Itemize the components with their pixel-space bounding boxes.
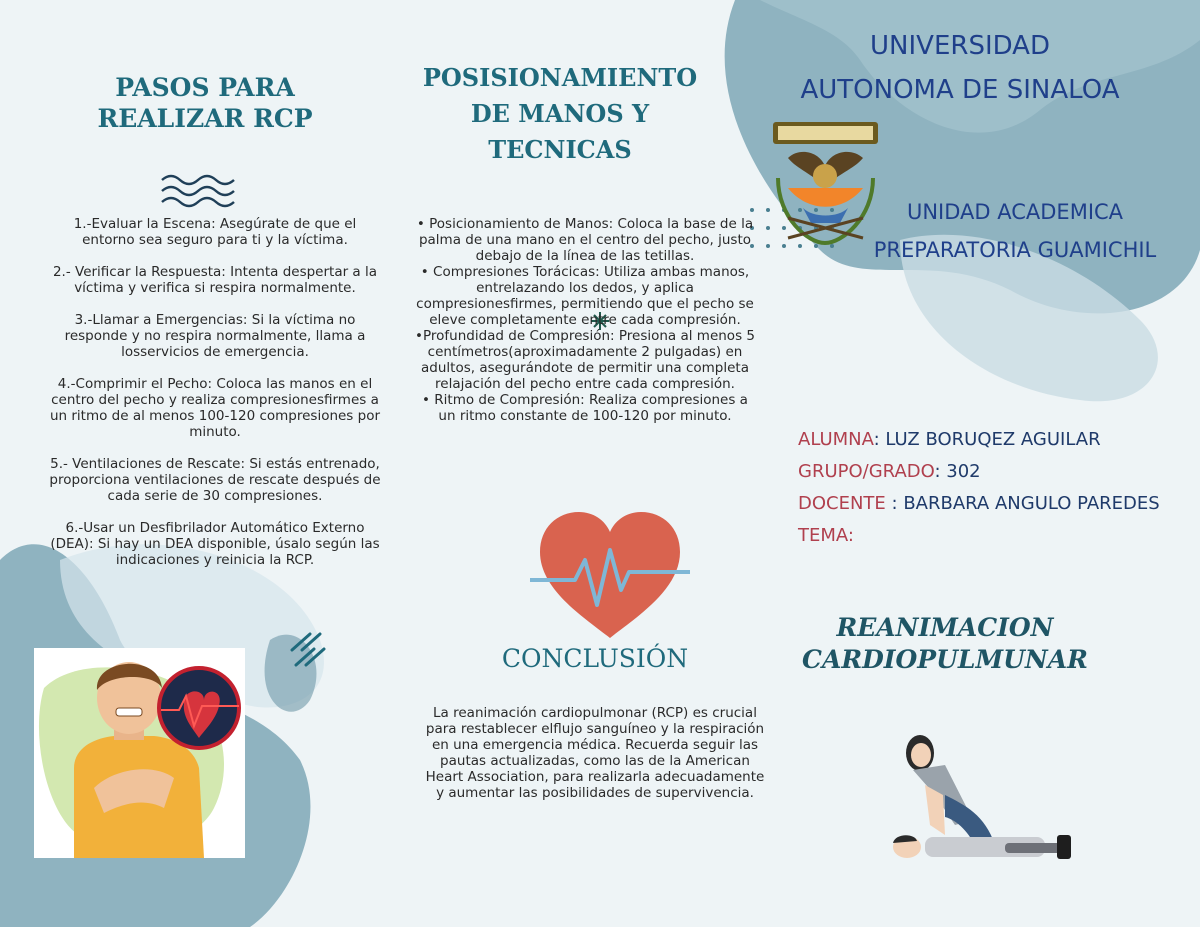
chest-pain-illustration bbox=[34, 648, 245, 858]
academic-unit bbox=[845, 193, 1185, 269]
technique-item: • Compresiones Torácicas: Utiliza ambas manos, entrelazando los dedos, y aplica compresionesfirmes, permitiendo que el pecho se eleve completamente entre cada compresión. bbox=[416, 264, 754, 328]
technique-item: • Ritmo de Compresión: Realiza compresiones a un ritmo constante de 100-120 por minuto. bbox=[422, 392, 748, 424]
group-value: : 302 bbox=[934, 461, 981, 482]
technique-item: •Profundidad de Compresión: Presiona al menos 5 centímetros(aproximadamente 2 pulgadas) en adultos, asegurándote de permitir una completa relajación del pecho entre cada compresión. bbox=[415, 328, 755, 392]
techniques-list bbox=[415, 216, 755, 424]
teacher-value: : BARBARA ANGULO PAREDES bbox=[885, 493, 1160, 514]
conclusion-title: CONCLUSIÓN bbox=[501, 644, 689, 673]
student-value: : LUZ BORUQEZ AGUILAR bbox=[873, 429, 1101, 450]
group-row bbox=[798, 456, 1198, 488]
student-info bbox=[798, 424, 1198, 552]
university-name bbox=[780, 24, 1140, 112]
student-label: ALUMNA bbox=[798, 429, 874, 450]
teacher-row bbox=[798, 488, 1198, 520]
conclusion-text: La reanimación cardiopulmonar (RCP) es crucial para restablecer elflujo sanguíneo y la respiración en una emergencia médica. Recuerda seguir las pautas actualizadas, como las de la American Heart Association, para realizarla adecuadamente y aumentar las posibilidades de supervivencia. bbox=[425, 705, 765, 801]
student-row bbox=[798, 424, 1198, 456]
step-item: 1.-Evaluar la Escena: Asegúrate de que el entorno sea seguro para ti y la víctima. bbox=[73, 216, 357, 248]
university-line-2: AUTONOMA DE SINALOA bbox=[800, 75, 1120, 105]
university-line-1: UNIVERSIDAD bbox=[870, 31, 1050, 61]
steps-list bbox=[48, 216, 382, 584]
step-item: 2.- Verificar la Respuesta: Intenta despertar a la víctima y verifica si respira normalmente. bbox=[52, 264, 378, 296]
topic-title bbox=[800, 612, 1090, 676]
topic-line-2: CARDIOPULMUNAR bbox=[802, 645, 1088, 674]
topic-row bbox=[798, 520, 1198, 552]
steps-title: PASOS PARA REALIZAR RCP bbox=[97, 73, 313, 133]
step-item: 5.- Ventilaciones de Rescate: Si estás entrenado, proporciona ventilaciones de rescate después de cada serie de 30 compresiones. bbox=[49, 456, 381, 504]
topic-label: TEMA: bbox=[798, 525, 854, 546]
wave-decoration bbox=[162, 176, 234, 206]
teacher-label: DOCENTE bbox=[798, 493, 886, 514]
unit-line-1: UNIDAD ACADEMICA bbox=[906, 200, 1124, 224]
step-item: 4.-Comprimir el Pecho: Coloca las manos en el centro del pecho y realiza compresionesfirmes a un ritmo de al menos 100-120 compresiones por minuto. bbox=[49, 376, 381, 440]
heart-icon bbox=[525, 510, 695, 640]
techniques-title: POSISIONAMIENTO DE MANOS Y TECNICAS bbox=[422, 63, 698, 164]
unit-line-2: PREPARATORIA GUAMICHIL bbox=[873, 238, 1157, 262]
step-item: 3.-Llamar a Emergencias: Si la víctima no responde y no respira normalmente, llama a losservicios de emergencia. bbox=[64, 312, 366, 360]
topic-line-1: REANIMACION bbox=[836, 613, 1054, 642]
step-item: 6.-Usar un Desfibrilador Automático Externo (DEA): Si hay un DEA disponible, úsalo según las indicaciones y reinicia la RCP. bbox=[50, 520, 380, 568]
cpr-illustration bbox=[885, 725, 1075, 875]
group-label: GRUPO/GRADO bbox=[798, 461, 935, 482]
technique-item: • Posicionamiento de Manos: Coloca la base de la palma de una mano en el centro del pecho, justo debajo de la línea de las tetillas. bbox=[416, 216, 754, 264]
